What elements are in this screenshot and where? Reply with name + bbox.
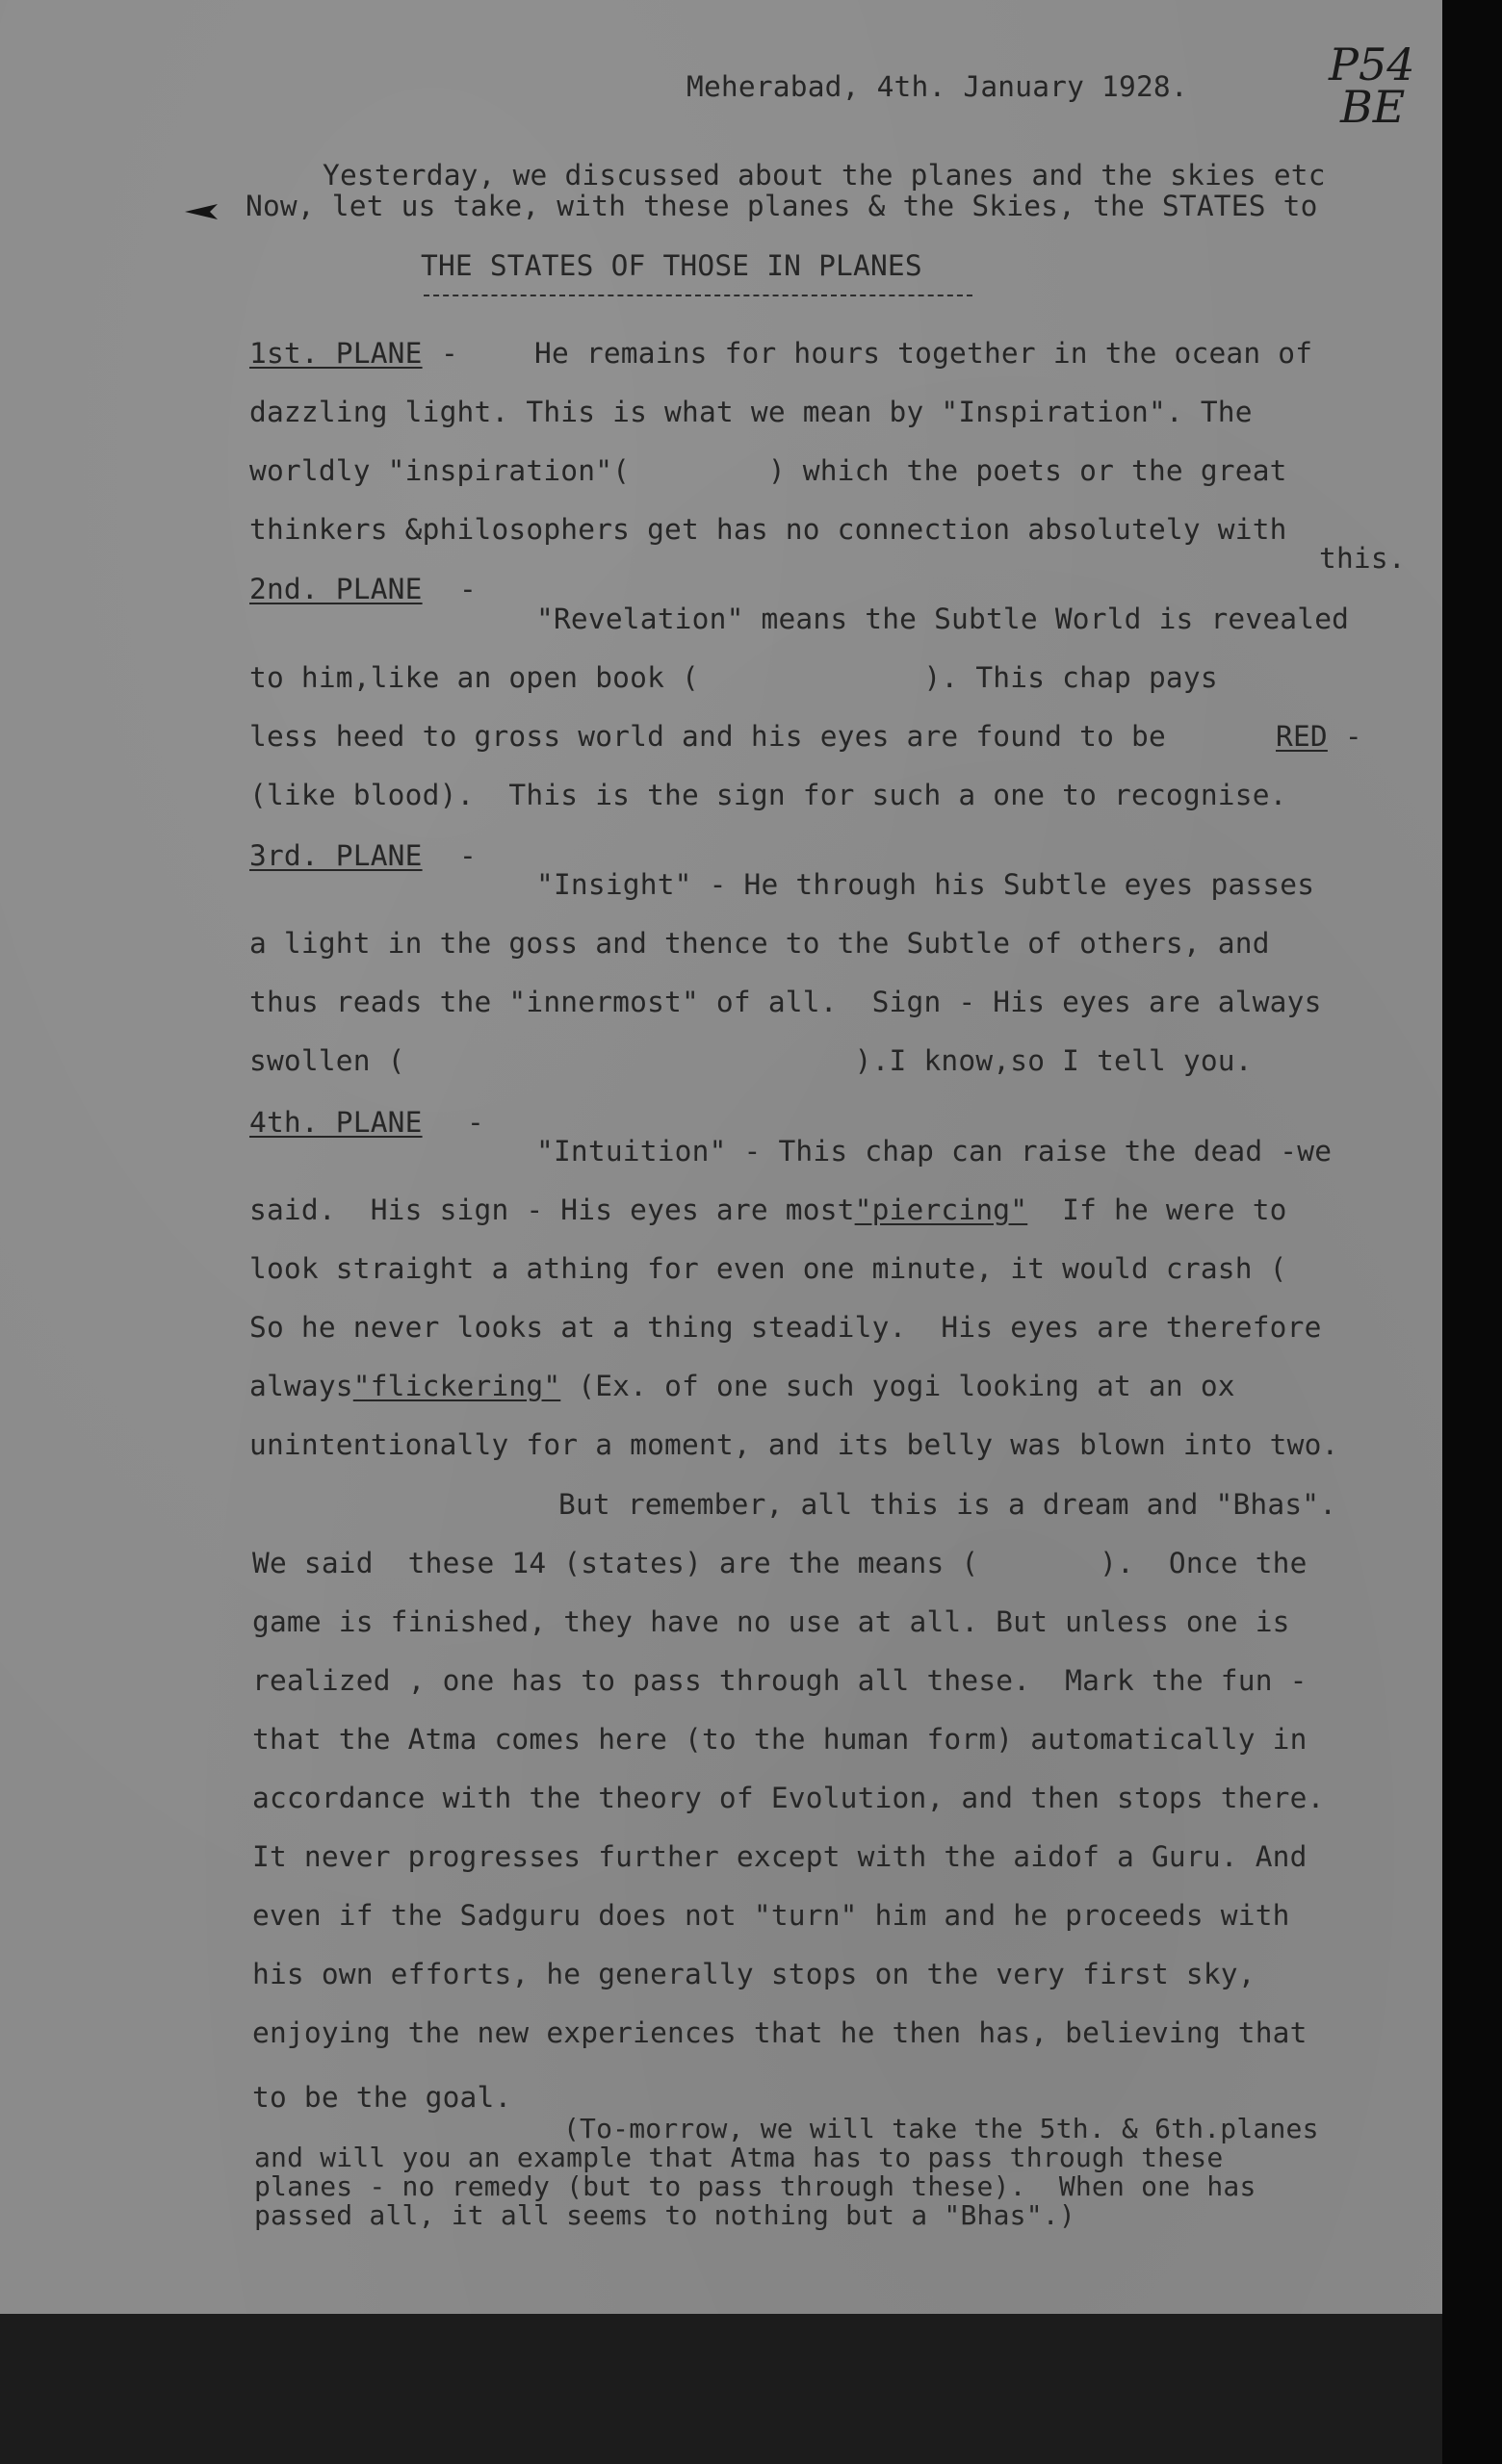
intro-line-2: Now, let us take, with these planes & the Skies, the STATES to <box>246 190 1318 222</box>
closing-line-1: (To-morrow, we will take the 5th. & 6th.planes <box>563 2113 1319 2144</box>
plane-2-line-1: "Revelation" means the Subtle World is revealed <box>536 603 1350 635</box>
plane-3-label: 3rd. PLANE <box>249 839 423 872</box>
plane-4-line-2-start: said. His sign - His eyes are most <box>249 1194 855 1226</box>
plane-4-line-1: "Intuition" - This chap can raise the dead -we <box>536 1135 1333 1168</box>
plane-2-dash: - <box>459 573 477 605</box>
plane-4-label: 4th. PLANE <box>249 1106 423 1139</box>
plane-4-line-5-end: (Ex. of one such yogi looking at an ox <box>578 1370 1235 1402</box>
body-line-5: that the Atma comes here (to the human form) automatically in <box>252 1723 1308 1756</box>
heading-underline <box>424 295 972 296</box>
plane-2-line-3: less heed to gross world and his eyes are found to be <box>249 720 1166 753</box>
plane-4-line-2-end: If he were to <box>1062 1194 1287 1226</box>
plane-4-line-3: look straight a athing for even one minute, it would crash ( <box>249 1252 1287 1285</box>
body-line-3: game is finished, they have no use at all. But unless one is <box>252 1605 1290 1638</box>
plane-3-line-1: "Insight" - He through his Subtle eyes passes <box>536 868 1315 901</box>
plane-2-line-2: to him,like an open book ( ). This chap pays <box>249 661 1218 694</box>
body-line-1: But remember, all this is a dream and "Bhas". <box>558 1488 1337 1521</box>
place-date: Meherabad, 4th. January 1928. <box>686 70 1188 103</box>
closing-line-2: and will you an example that Atma has to pass through these <box>254 2142 1224 2173</box>
plane-3-line-4: swollen ( ).I know,so I tell you. <box>249 1044 1253 1077</box>
body-line-10: enjoying the new experiences that he then has, believing that <box>252 2016 1308 2049</box>
body-line-6: accordance with the theory of Evolution, and then stops there. <box>252 1782 1325 1814</box>
plane-4-line-5 <box>249 1370 1235 1402</box>
plane-3-dash: - <box>459 839 477 872</box>
handwritten-annotation-code: BE <box>1340 81 1406 133</box>
red-word: RED <box>1276 720 1328 753</box>
plane-4-line-2 <box>249 1196 1287 1225</box>
body-line-8: even if the Sadguru does not "turn" him and he proceeds with <box>252 1899 1290 1932</box>
plane-1-line-3: worldly "inspiration"( ) which the poets or the great <box>249 454 1287 487</box>
body-line-9: his own efforts, he generally stops on the very first sky, <box>252 1958 1256 1990</box>
plane-1-label: 1st. PLANE <box>249 337 423 370</box>
plane-4-line-6: unintentionally for a moment, and its belly was blown into two. <box>249 1428 1339 1461</box>
section-heading: THE STATES OF THOSE IN PLANES <box>421 249 922 282</box>
body-line-11: to be the goal. <box>252 2081 512 2114</box>
body-line-7: It never progresses further except with the aidof a Guru. And <box>252 1840 1308 1873</box>
plane-1-line-5: this. <box>1319 542 1406 575</box>
scan-bottom-margin <box>0 2314 1442 2464</box>
plane-1-dash: - <box>441 337 458 370</box>
margin-arrow-icon <box>183 200 223 223</box>
piercing-word: "piercing" <box>854 1194 1028 1226</box>
plane-2-red-emphasis: RED - <box>1276 720 1362 753</box>
intro-line-1: Yesterday, we discussed about the planes and the skies etc <box>323 159 1326 192</box>
handwritten-annotation-page: P54 <box>1329 38 1415 90</box>
plane-4-dash: - <box>467 1106 484 1139</box>
plane-1-line-2: dazzling light. This is what we mean by "Inspiration". The <box>249 396 1253 428</box>
plane-2-line-4: (like blood). This is the sign for such a one to recognise. <box>249 779 1287 811</box>
closing-line-4: passed all, it all seems to nothing but a "Bhas".) <box>254 2199 1075 2231</box>
flickering-word: "flickering" <box>352 1370 561 1402</box>
plane-4-line-4: So he never looks at a thing steadily. His eyes are therefore <box>249 1311 1322 1344</box>
plane-1-line-1: He remains for hours together in the ocean of <box>534 337 1313 370</box>
plane-3-line-3: thus reads the "innermost" of all. Sign - His eyes are always <box>249 986 1322 1018</box>
plane-1-line-4: thinkers &philosophers get has no connection absolutely with <box>249 513 1287 546</box>
body-line-4: realized , one has to pass through all these. Mark the fun - <box>252 1664 1308 1697</box>
scan-right-margin <box>1442 0 1502 2464</box>
plane-3-line-2: a light in the goss and thence to the Subtle of others, and <box>249 927 1270 960</box>
body-line-2: We said these 14 (states) are the means ( ). Once the <box>252 1547 1308 1579</box>
plane-4-line-5-start: always <box>249 1370 353 1402</box>
closing-line-3: planes - no remedy (but to pass through these). When one has <box>254 2170 1256 2202</box>
plane-2-label: 2nd. PLANE <box>249 573 423 605</box>
